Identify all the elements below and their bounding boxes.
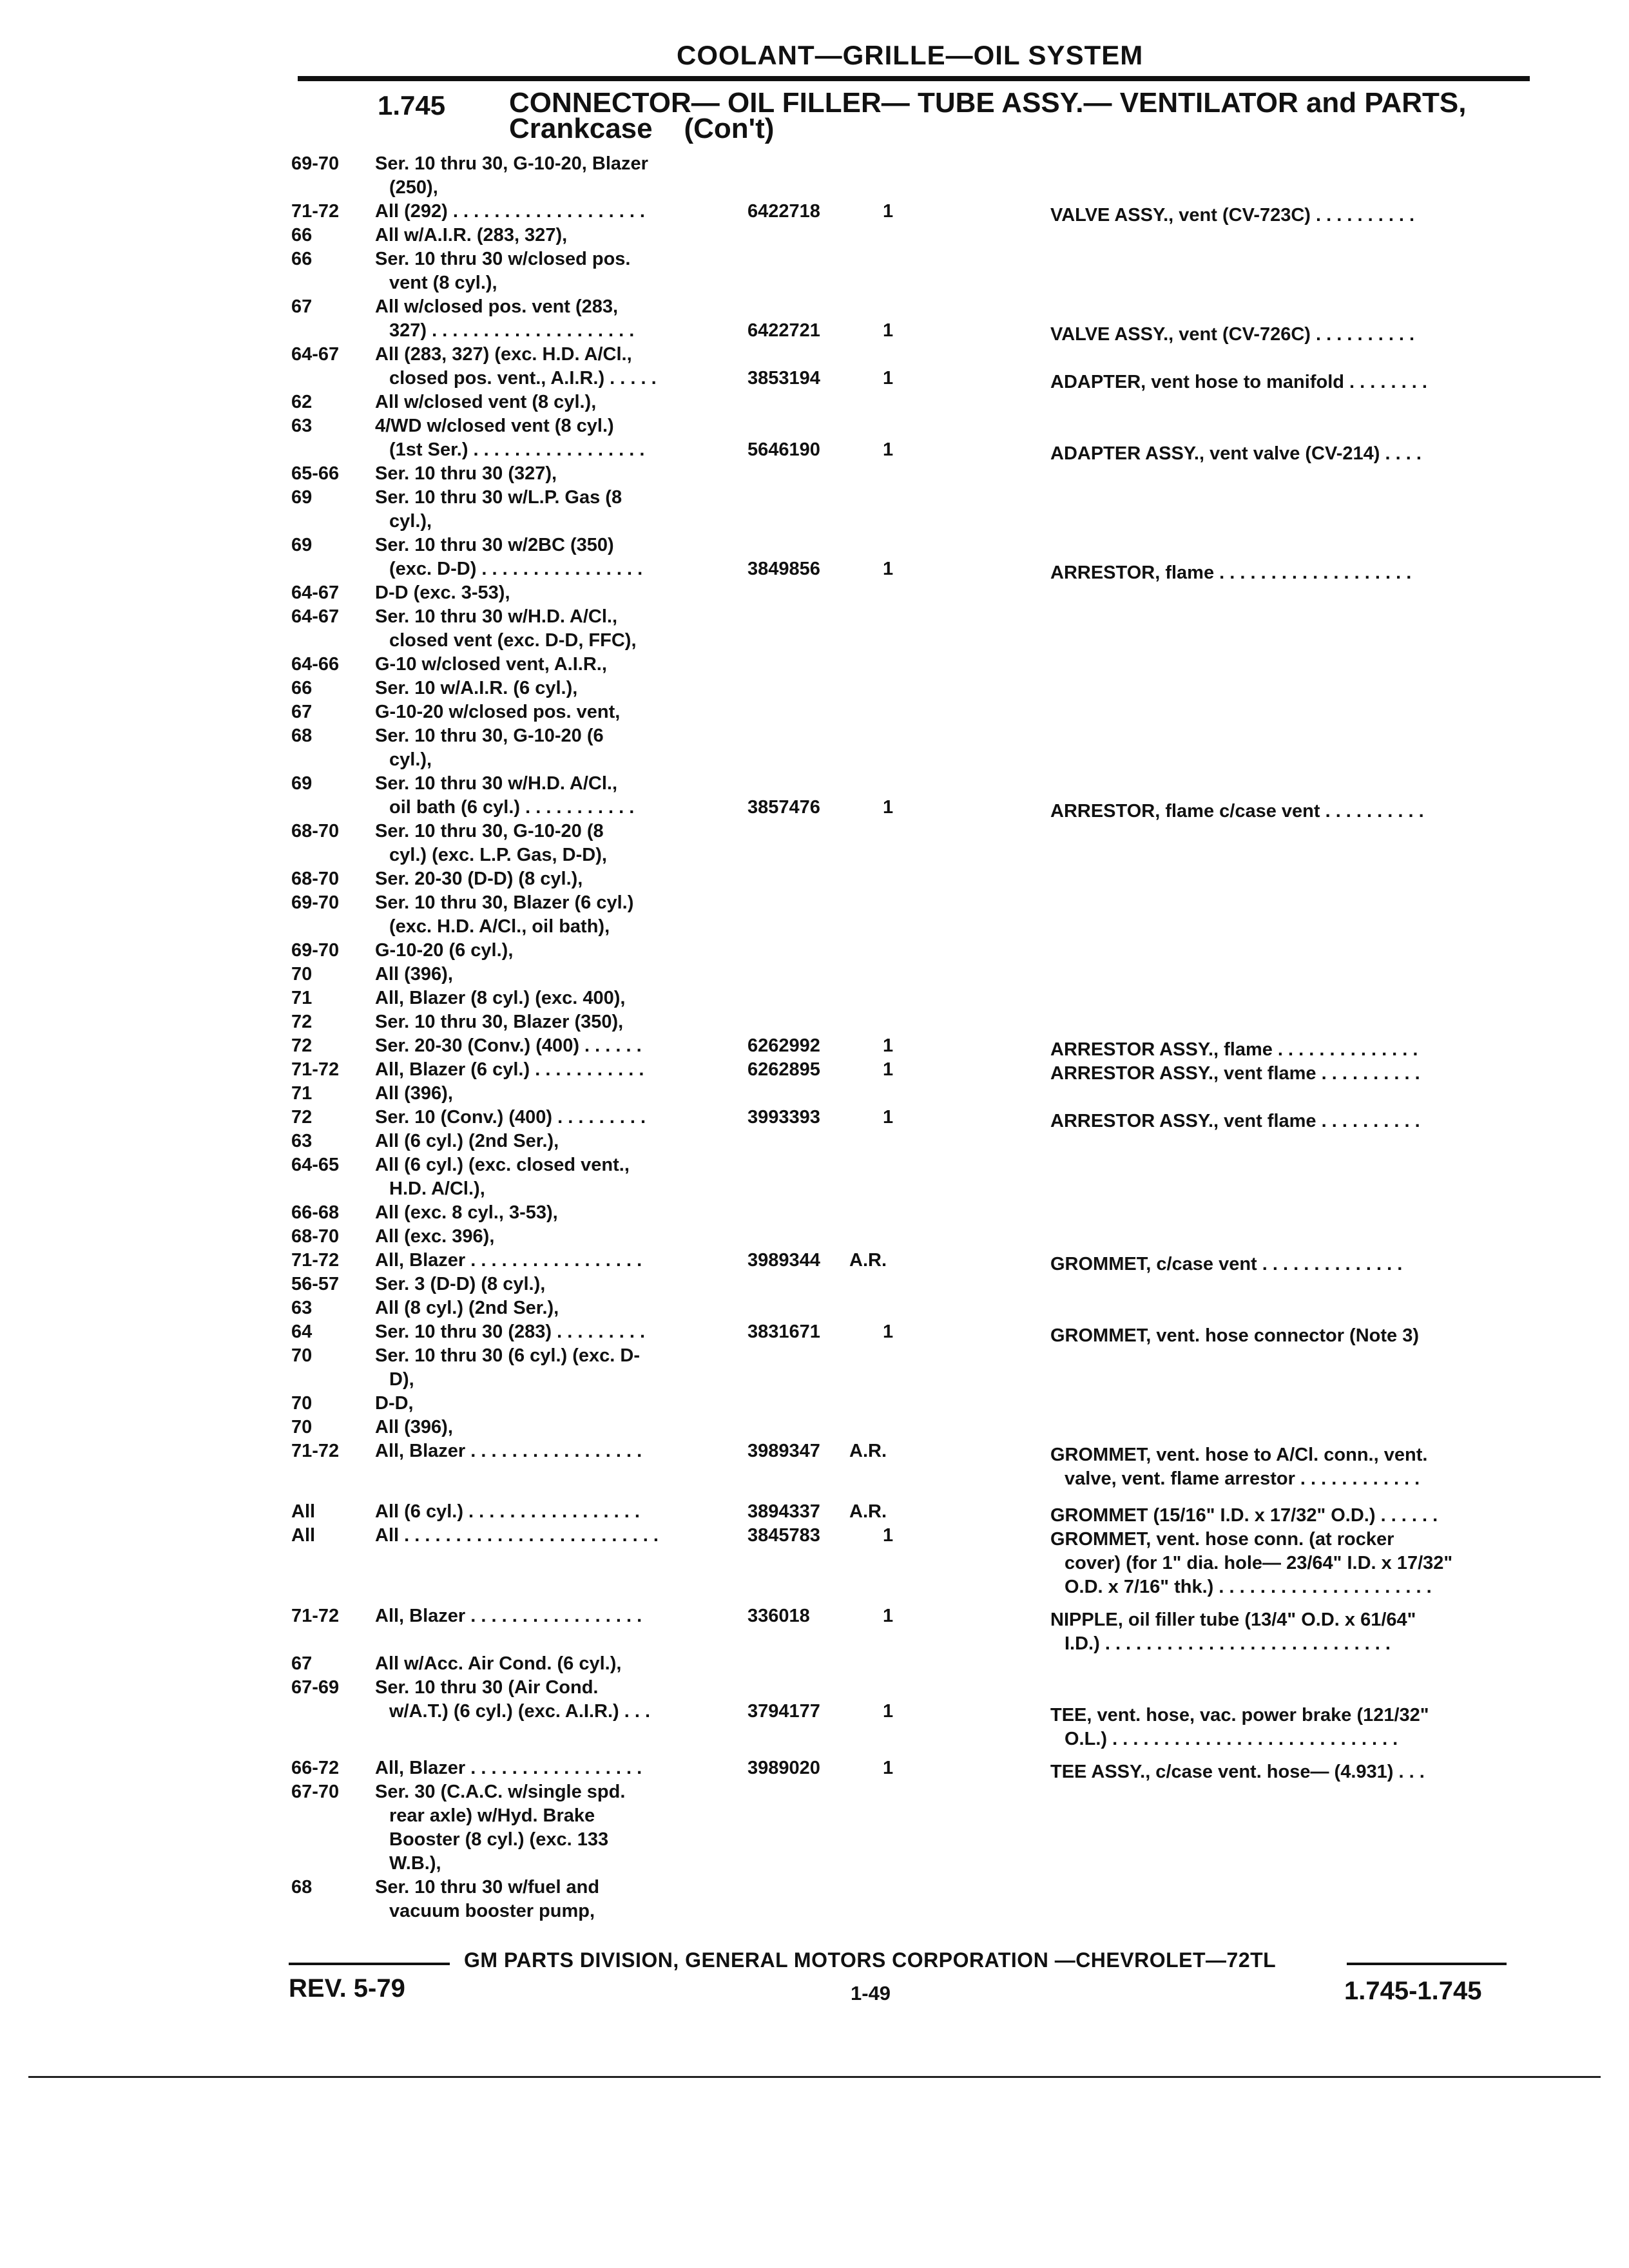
table-row [0, 605, 1629, 653]
row-years: 64-65 [291, 1155, 340, 1175]
application-line: All (exc. 8 cyl., 3-53), [375, 1202, 558, 1223]
application-line: All, Blazer . . . . . . . . . . . . . . . . . [375, 1441, 642, 1461]
table-row [0, 772, 1629, 820]
table-row [0, 963, 1629, 986]
row-years: 70 [291, 964, 313, 985]
row-years: 66-72 [291, 1758, 340, 1778]
table-row [0, 1524, 1629, 1595]
row-years: 67 [291, 296, 313, 317]
part-number: 6422721 [747, 320, 820, 341]
table-row [0, 1034, 1629, 1058]
application-line: (1st Ser.) . . . . . . . . . . . . . . . . . [389, 439, 645, 460]
table-row [0, 1296, 1629, 1320]
row-years: 70 [291, 1345, 313, 1366]
application-line: All (396), [375, 1083, 453, 1104]
table-row [0, 533, 1629, 581]
row-years: 69-70 [291, 892, 340, 913]
section-title-line-1: CONNECTOR— OIL FILLER— TUBE ASSY.— VENTILATOR and PARTS, [509, 87, 1467, 119]
row-years: 65-66 [291, 463, 340, 484]
description-line: GROMMET, vent. hose to A/Cl. conn., vent. [1050, 1445, 1428, 1465]
row-years: 69 [291, 773, 313, 794]
row-years: 67-69 [291, 1677, 340, 1698]
row-years: 64 [291, 1321, 313, 1342]
description-line: ARRESTOR ASSY., vent flame . . . . . . . . . . [1050, 1111, 1420, 1131]
row-application [375, 1129, 723, 1153]
quantity: 1 [883, 320, 894, 341]
application-line: (250), [389, 177, 438, 198]
part-description [1050, 1443, 1527, 1491]
row-years: 67-70 [291, 1782, 340, 1802]
header-rule [298, 76, 1530, 81]
application-line: closed vent (exc. D-D, FFC), [389, 630, 637, 651]
application-line: Ser. 10 thru 30 (327), [375, 463, 557, 484]
table-row [0, 295, 1629, 343]
application-line: All, Blazer . . . . . . . . . . . . . . . . . [375, 1758, 642, 1778]
quantity: 1 [883, 1606, 894, 1626]
row-application [375, 891, 723, 939]
application-line: W.B.), [389, 1853, 441, 1874]
part-number: 3857476 [747, 797, 820, 818]
row-years: All [291, 1501, 316, 1522]
table-row [0, 247, 1629, 295]
table-row [0, 1604, 1629, 1652]
row-years: 66 [291, 225, 313, 245]
row-years: 71-72 [291, 1059, 340, 1080]
row-application [375, 1273, 723, 1296]
application-line: All (283, 327) (exc. H.D. A/Cl., [375, 344, 632, 365]
row-application [375, 1676, 723, 1724]
application-line: Ser. 10 (Conv.) (400) . . . . . . . . . [375, 1107, 646, 1128]
table-row [0, 1129, 1629, 1153]
description-line: ADAPTER ASSY., vent valve (CV-214) . . . . [1050, 443, 1422, 464]
table-row [0, 724, 1629, 772]
row-application [375, 1106, 723, 1129]
row-years: 69 [291, 487, 313, 508]
application-line: All (396), [375, 964, 453, 985]
row-application [375, 1296, 723, 1320]
row-years: 56-57 [291, 1274, 340, 1294]
row-years: 69 [291, 535, 313, 555]
row-years: 67 [291, 1653, 313, 1674]
quantity: 1 [883, 1758, 894, 1778]
table-row [0, 1201, 1629, 1225]
row-application [375, 224, 723, 247]
application-line: Ser. 10 thru 30 w/L.P. Gas (8 [375, 487, 622, 508]
row-application [375, 343, 723, 390]
row-years: 66-68 [291, 1202, 340, 1223]
quantity: 1 [883, 201, 894, 222]
application-line: Ser. 10 thru 30, Blazer (6 cyl.) [375, 892, 634, 913]
application-line: Ser. 20-30 (Conv.) (400) . . . . . . [375, 1035, 642, 1056]
application-line: rear axle) w/Hyd. Brake [389, 1805, 595, 1826]
application-line: G-10-20 (6 cyl.), [375, 940, 514, 961]
application-line: Ser. 10 thru 30 w/H.D. A/Cl., [375, 773, 618, 794]
row-years: 69-70 [291, 940, 340, 961]
description-line: O.L.) . . . . . . . . . . . . . . . . . . . . . . . . . . . . [1065, 1729, 1398, 1749]
application-line: vent (8 cyl.), [389, 273, 497, 293]
application-line: D-D, [375, 1393, 414, 1414]
application-line: Ser. 10 thru 30, G-10-20, Blazer [375, 153, 648, 174]
row-years: 67 [291, 702, 313, 722]
application-line: Ser. 10 thru 30, G-10-20 (8 [375, 821, 604, 841]
page-header-title: COOLANT—GRILLE—OIL SYSTEM [677, 40, 1144, 70]
quantity: 1 [883, 559, 894, 579]
quantity: A.R. [849, 1250, 887, 1271]
application-line: All (exc. 396), [375, 1226, 495, 1247]
row-application [375, 1604, 723, 1628]
table-row [0, 1392, 1629, 1416]
part-number: 3794177 [747, 1701, 820, 1722]
row-years: 68-70 [291, 869, 340, 889]
row-application [375, 581, 723, 605]
row-application [375, 247, 723, 295]
table-row [0, 1344, 1629, 1392]
row-application [375, 1034, 723, 1058]
table-row [0, 1756, 1629, 1780]
application-line: All (6 cyl.) . . . . . . . . . . . . . . . . . [375, 1501, 640, 1522]
table-row [0, 891, 1629, 939]
table-row [0, 1273, 1629, 1296]
footer-rule-right [1347, 1963, 1507, 1965]
description-line: valve, vent. flame arrestor . . . . . . . . . . . . [1065, 1468, 1420, 1489]
description-line: ARRESTOR ASSY., flame . . . . . . . . . . . . . . [1050, 1039, 1418, 1060]
description-line: GROMMET (15/16" I.D. x 17/32" O.D.) . . . . . . [1050, 1505, 1438, 1526]
table-row [0, 1058, 1629, 1082]
part-number: 3993393 [747, 1107, 820, 1128]
table-row [0, 677, 1629, 700]
quantity: 1 [883, 1035, 894, 1056]
part-number: 3894337 [747, 1501, 820, 1522]
row-years: 71-72 [291, 201, 340, 222]
table-row [0, 343, 1629, 390]
row-years: All [291, 1525, 316, 1546]
description-line: GROMMET, vent. hose connector (Note 3) [1050, 1325, 1419, 1346]
part-number: 6262895 [747, 1059, 820, 1080]
row-years: 64-67 [291, 582, 340, 603]
application-line: vacuum booster pump, [389, 1901, 595, 1921]
row-years: 71 [291, 988, 313, 1008]
application-line: All w/closed pos. vent (283, [375, 296, 619, 317]
application-line: Ser. 10 thru 30, Blazer (350), [375, 1012, 624, 1032]
row-years: 63 [291, 1131, 313, 1151]
row-application [375, 605, 723, 653]
table-row [0, 224, 1629, 247]
part-number: 3989344 [747, 1250, 820, 1271]
section-range: 1.745-1.745 [1344, 1977, 1482, 2005]
row-years: 68-70 [291, 1226, 340, 1247]
description-line: NIPPLE, oil filler tube (13/4" O.D. x 61/64" [1050, 1610, 1416, 1630]
application-line: All . . . . . . . . . . . . . . . . . . . . . . . . . [375, 1525, 659, 1546]
application-line: (exc. H.D. A/Cl., oil bath), [389, 916, 610, 937]
description-line: GROMMET, vent. hose conn. (at rocker [1050, 1529, 1394, 1550]
table-row [0, 1876, 1629, 1923]
table-row [0, 1439, 1629, 1487]
row-years: 72 [291, 1012, 313, 1032]
table-row [0, 1676, 1629, 1747]
application-line: D-D (exc. 3-53), [375, 582, 510, 603]
table-row [0, 867, 1629, 891]
table-row [0, 1225, 1629, 1249]
description-line: VALVE ASSY., vent (CV-726C) . . . . . . . . . . [1050, 324, 1415, 345]
table-row [0, 1780, 1629, 1876]
row-application [375, 986, 723, 1010]
part-number: 336018 [747, 1606, 810, 1626]
row-years: 68-70 [291, 821, 340, 841]
table-row [0, 414, 1629, 462]
row-application [375, 1201, 723, 1225]
section-title-line-2: Crankcase (Con't) [509, 113, 775, 144]
row-years: 62 [291, 392, 313, 412]
table-row [0, 200, 1629, 224]
application-line: G-10 w/closed vent, A.I.R., [375, 654, 607, 675]
description-line: ADAPTER, vent hose to manifold . . . . . . . . [1050, 372, 1427, 392]
row-application [375, 414, 723, 462]
row-years: 64-67 [291, 606, 340, 627]
application-line: (exc. D-D) . . . . . . . . . . . . . . . . [389, 559, 643, 579]
application-line: Ser. 10 thru 30 w/H.D. A/Cl., [375, 606, 618, 627]
row-application [375, 200, 723, 224]
row-years: 68 [291, 726, 313, 746]
application-line: All w/Acc. Air Cond. (6 cyl.), [375, 1653, 622, 1674]
row-application [375, 1416, 723, 1439]
quantity: 1 [883, 1701, 894, 1722]
row-application [375, 1010, 723, 1034]
application-line: Ser. 3 (D-D) (8 cyl.), [375, 1274, 546, 1294]
application-line: w/A.T.) (6 cyl.) (exc. A.I.R.) . . . [389, 1701, 651, 1722]
table-row [0, 939, 1629, 963]
application-line: All, Blazer . . . . . . . . . . . . . . . . . [375, 1250, 642, 1271]
description-line: TEE, vent. hose, vac. power brake (121/32" [1050, 1705, 1429, 1725]
row-application [375, 1439, 723, 1463]
row-application [375, 462, 723, 486]
part-number: 3845783 [747, 1525, 820, 1546]
row-application [375, 963, 723, 986]
table-row [0, 820, 1629, 867]
part-number: 3989020 [747, 1758, 820, 1778]
quantity: A.R. [849, 1441, 887, 1461]
row-application [375, 772, 723, 820]
application-line: Ser. 10 thru 30 w/fuel and [375, 1877, 600, 1898]
application-line: Ser. 10 thru 30 w/closed pos. [375, 249, 631, 269]
row-application [375, 1392, 723, 1416]
row-application [375, 1153, 723, 1201]
application-line: 327) . . . . . . . . . . . . . . . . . . . . [389, 320, 635, 341]
application-line: All (6 cyl.) (exc. closed vent., [375, 1155, 630, 1175]
row-application [375, 1524, 723, 1548]
table-row [0, 486, 1629, 533]
row-application [375, 653, 723, 677]
row-years: 68 [291, 1877, 313, 1898]
row-application [375, 1876, 723, 1923]
application-line: All, Blazer (6 cyl.) . . . . . . . . . . . [375, 1059, 644, 1080]
table-row [0, 1249, 1629, 1273]
application-line: All, Blazer (8 cyl.) (exc. 400), [375, 988, 626, 1008]
row-application [375, 1756, 723, 1780]
application-line: All (6 cyl.) (2nd Ser.), [375, 1131, 559, 1151]
description-line: VALVE ASSY., vent (CV-723C) . . . . . . . . . . [1050, 205, 1415, 226]
part-number: 5646190 [747, 439, 820, 460]
table-row [0, 700, 1629, 724]
bottom-rule [28, 2076, 1601, 2078]
application-line: Ser. 10 thru 30 (6 cyl.) (exc. D- [375, 1345, 641, 1366]
table-row [0, 653, 1629, 677]
table-row [0, 1082, 1629, 1106]
quantity: 1 [883, 368, 894, 389]
application-line: oil bath (6 cyl.) . . . . . . . . . . . [389, 797, 635, 818]
description-line: GROMMET, c/case vent . . . . . . . . . . . . . . [1050, 1254, 1403, 1274]
part-number: 3853194 [747, 368, 820, 389]
footer-publisher: GM PARTS DIVISION, GENERAL MOTORS CORPORATION —CHEVROLET—72TL [464, 1948, 1277, 1972]
application-line: Ser. 10 thru 30, G-10-20 (6 [375, 726, 604, 746]
row-years: 69-70 [291, 153, 340, 174]
row-years: 66 [291, 678, 313, 698]
row-years: 72 [291, 1035, 313, 1056]
table-row [0, 152, 1629, 200]
table-row [0, 1500, 1629, 1524]
application-line: Ser. 10 thru 30 w/2BC (350) [375, 535, 614, 555]
application-line: All w/A.I.R. (283, 327), [375, 225, 568, 245]
row-application [375, 1780, 723, 1876]
application-line: All (292) . . . . . . . . . . . . . . . . . . . [375, 201, 645, 222]
application-line: cyl.), [389, 749, 432, 770]
row-application [375, 1249, 723, 1273]
part-number: 6422718 [747, 201, 820, 222]
table-row [0, 1106, 1629, 1129]
row-application [375, 700, 723, 724]
row-years: 70 [291, 1393, 313, 1414]
quantity: 1 [883, 1107, 894, 1128]
section-title [509, 87, 1514, 144]
application-line: cyl.) (exc. L.P. Gas, D-D), [389, 845, 607, 865]
application-line: All, Blazer . . . . . . . . . . . . . . . . . [375, 1606, 642, 1626]
quantity: 1 [883, 1321, 894, 1342]
row-application [375, 1652, 723, 1676]
row-application [375, 1082, 723, 1106]
application-line: Ser. 10 thru 30 (283) . . . . . . . . . [375, 1321, 646, 1342]
part-number: 3989347 [747, 1441, 820, 1461]
application-line: cyl.), [389, 511, 432, 532]
row-application [375, 1058, 723, 1082]
row-application [375, 939, 723, 963]
row-application [375, 533, 723, 581]
row-years: 64-67 [291, 344, 340, 365]
row-years: 71-72 [291, 1441, 340, 1461]
description-line: ARRESTOR, flame . . . . . . . . . . . . . . . . . . . [1050, 562, 1412, 583]
quantity: 1 [883, 797, 894, 818]
application-line: Booster (8 cyl.) (exc. 133 [389, 1829, 609, 1850]
row-years: 66 [291, 249, 313, 269]
row-years: 63 [291, 416, 313, 436]
part-description [1050, 1528, 1527, 1599]
quantity: 1 [883, 1059, 894, 1080]
row-years: 70 [291, 1417, 313, 1437]
row-application [375, 677, 723, 700]
row-application [375, 820, 723, 867]
application-line: All (8 cyl.) (2nd Ser.), [375, 1298, 559, 1318]
row-years: 71-72 [291, 1250, 340, 1271]
quantity: 1 [883, 439, 894, 460]
row-application [375, 486, 723, 533]
description-line: I.D.) . . . . . . . . . . . . . . . . . . . . . . . . . . . . [1065, 1633, 1391, 1654]
application-line: Ser. 20-30 (D-D) (8 cyl.), [375, 869, 583, 889]
description-line: TEE ASSY., c/case vent. hose— (4.931) . . . [1050, 1762, 1425, 1782]
part-number: 6262992 [747, 1035, 820, 1056]
section-number: 1.745 [378, 90, 446, 120]
row-application [375, 1225, 723, 1249]
row-application [375, 1320, 723, 1344]
row-years: 71 [291, 1083, 313, 1104]
row-years: 64-66 [291, 654, 340, 675]
table-row [0, 462, 1629, 486]
description-line: ARRESTOR, flame c/case vent . . . . . . . . . . [1050, 801, 1424, 822]
revision-label: REV. 5-79 [289, 1974, 405, 2003]
description-line: ARRESTOR ASSY., vent flame . . . . . . . . . . [1050, 1063, 1420, 1084]
table-row [0, 1010, 1629, 1034]
parts-table [0, 152, 1629, 1923]
row-years: 71-72 [291, 1606, 340, 1626]
part-number: 3831671 [747, 1321, 820, 1342]
table-row [0, 986, 1629, 1010]
part-number: 3849856 [747, 559, 820, 579]
application-line: Ser. 10 thru 30 (Air Cond. [375, 1677, 599, 1698]
row-application [375, 867, 723, 891]
row-application [375, 152, 723, 200]
row-application [375, 1344, 723, 1392]
application-line: G-10-20 w/closed pos. vent, [375, 702, 621, 722]
row-years: 72 [291, 1107, 313, 1128]
application-line: closed pos. vent., A.I.R.) . . . . . [389, 368, 657, 389]
part-description [1050, 1704, 1527, 1751]
footer-rule-left [289, 1963, 450, 1965]
table-row [0, 1416, 1629, 1439]
table-row [0, 1652, 1629, 1676]
row-application [375, 390, 723, 414]
application-line: Ser. 30 (C.A.C. w/single spd. [375, 1782, 626, 1802]
description-line: O.D. x 7/16" thk.) . . . . . . . . . . . . . . . . . . . . . [1065, 1577, 1432, 1597]
application-line: Ser. 10 w/A.I.R. (6 cyl.), [375, 678, 578, 698]
application-line: H.D. A/Cl.), [389, 1178, 485, 1199]
application-line: All (396), [375, 1417, 453, 1437]
table-row [0, 581, 1629, 605]
page-number: 1-49 [851, 1982, 891, 2004]
row-application [375, 724, 723, 772]
row-application [375, 1500, 723, 1524]
description-line: cover) (for 1" dia. hole— 23/64" I.D. x 17/32" [1065, 1553, 1453, 1573]
application-line: 4/WD w/closed vent (8 cyl.) [375, 416, 614, 436]
row-years: 63 [291, 1298, 313, 1318]
table-row [0, 390, 1629, 414]
part-description [1050, 1608, 1527, 1656]
table-row [0, 1153, 1629, 1201]
quantity: 1 [883, 1525, 894, 1546]
quantity: A.R. [849, 1501, 887, 1522]
application-line: D), [389, 1369, 414, 1390]
table-row [0, 1320, 1629, 1344]
application-line: All w/closed vent (8 cyl.), [375, 392, 597, 412]
row-application [375, 295, 723, 343]
